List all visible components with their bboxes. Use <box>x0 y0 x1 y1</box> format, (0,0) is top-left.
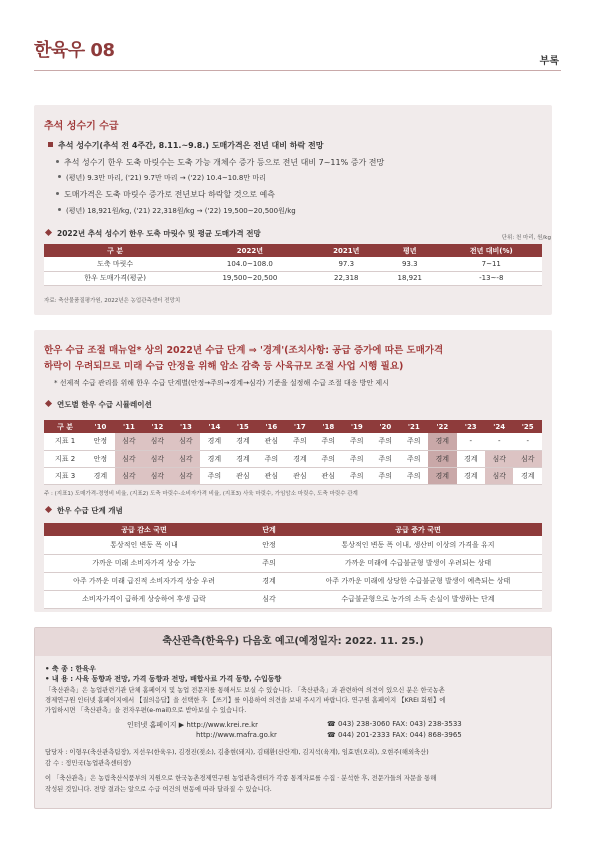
header-divider <box>34 70 561 71</box>
table-unit: 단위: 천 마리, 원/kg <box>501 235 551 241</box>
table-cell: 가까운 미래 소비자가격 상승 가능 <box>44 554 244 572</box>
table-cell: 경계 <box>200 450 228 467</box>
table-header: 2021년 <box>314 244 379 257</box>
table-cell: -13~-8 <box>441 271 542 285</box>
table-cell: 경계 <box>457 450 485 467</box>
notice-title: 축산관측(한육우) 다음호 예고(예정일자: 2022. 11. 25.) <box>162 636 424 647</box>
table-header: 평년 <box>379 244 441 257</box>
table-cell: 소비자가격이 급하게 상승하여 후생 급락 <box>44 590 244 608</box>
diamond-bullet-icon <box>45 400 52 407</box>
table-cell: 주의 <box>257 450 285 467</box>
sim-note: 주 : (지표1) 도매가격-경영비 비율, (지표2) 도축 마릿수-소비자가격 비율, (지표3) 사육 마릿수, 가임암소 마릿수, 도축 마릿수 관계 <box>44 491 358 497</box>
table-row <box>44 536 542 554</box>
table-cell: 주의 <box>314 433 342 450</box>
contact-phone-1: ☎ 043) 238-3060 FAX: 043) 238-3533 <box>327 720 462 728</box>
table-header: '13 <box>172 420 200 433</box>
table-cell: 심각 <box>244 590 294 608</box>
table-cell: 주의 <box>244 554 294 572</box>
table-row <box>44 257 542 271</box>
table-header: '18 <box>314 420 342 433</box>
chuseok-sub1-note: (평년) 9.3만 마리, ('21) 9.7만 마리 → ('22) 10.4~10.8만 마리 <box>58 173 266 183</box>
table-cell: 주의 <box>343 450 371 467</box>
table-header: '11 <box>115 420 143 433</box>
table-cell: 주의 <box>286 433 314 450</box>
table-header: '16 <box>257 420 285 433</box>
table-cell: 심각 <box>172 450 200 467</box>
dot-bullet-icon <box>58 208 61 211</box>
table-header-row <box>44 420 542 433</box>
table-cell: 심각 <box>115 433 143 450</box>
table-header: '25 <box>513 420 542 433</box>
table-header: '15 <box>229 420 257 433</box>
table-cell: 경계 <box>86 467 114 484</box>
table-header: '19 <box>343 420 371 433</box>
table-cell: 97.3 <box>314 257 379 271</box>
table-cell: 심각 <box>115 450 143 467</box>
supervisor: 감 수 : 정민국(농업관측센터장) <box>45 760 132 767</box>
table-cell: 지표 3 <box>44 467 86 484</box>
notice-paragraph-3: 가입하시면 「축산관측」을 전자우편(e-mail)으로 받아보실 수 있습니다. <box>45 707 247 714</box>
table-cell: 도축 마릿수 <box>44 257 186 271</box>
table-cell: 경계 <box>200 433 228 450</box>
table-header: '22 <box>428 420 456 433</box>
diamond-bullet-icon <box>45 229 52 236</box>
table-header: 공급 감소 국면 <box>44 523 244 536</box>
chuseok-headline: 추석 성수기(추석 전 4주간, 8.11.~9.8.) 도매가격은 전년 대비 하락 전망 <box>48 140 323 151</box>
table-cell: 심각 <box>143 467 171 484</box>
table-cell: 주의 <box>314 450 342 467</box>
table-cell: 주의 <box>400 450 428 467</box>
table-cell: - <box>513 433 542 450</box>
table-cell: 지표 1 <box>44 433 86 450</box>
dot-bullet-icon <box>58 175 61 178</box>
contact-phone-2: ☎ 044) 201-2333 FAX: 044) 868-3965 <box>327 731 462 739</box>
website-link-2[interactable]: http://www.mafra.go.kr <box>196 731 277 739</box>
table-cell: 주의 <box>371 433 399 450</box>
stage-title: 한우 수급 단계 개념 <box>46 505 123 516</box>
table-cell: - <box>457 433 485 450</box>
table-header: 2022년 <box>186 244 313 257</box>
chuseok-sub2: 도매가격은 도축 마릿수 증가로 전년보다 하락할 것으로 예측 <box>56 189 275 200</box>
table-cell: 경계 <box>428 433 456 450</box>
chuseok-forecast-table <box>44 244 542 286</box>
table-cell: 경계 <box>428 467 456 484</box>
table-cell: 한우 도매가격(평균) <box>44 271 186 285</box>
table-row <box>44 271 542 285</box>
table-cell: 7~11 <box>441 257 542 271</box>
table-cell: 심각 <box>172 433 200 450</box>
table-header: 구 분 <box>44 420 86 433</box>
notice-paragraph-2: 경제연구원 인터넷 홈페이지에서 【질의응답】을 선택한 후 【쓰기】를 이용하여 의견을 보내 주시기 바랍니다. 연구원 홈페이지 【KREI 회원】에 <box>45 697 446 704</box>
section-title: 한육우 08 <box>34 40 115 61</box>
table-row <box>44 554 542 572</box>
table-cell: 수급불균형으로 농가의 소득 손실이 발생하는 단계 <box>294 590 542 608</box>
table-cell: 심각 <box>172 467 200 484</box>
table-cell: 안정 <box>86 450 114 467</box>
notice-item-content: • 내 용 : 사육 동향과 전망, 가격 동향과 전망, 배합사료 가격 동향, 수입동향 <box>45 675 282 683</box>
table-cell: 심각 <box>143 433 171 450</box>
manual-title-line2: 하락이 우려되므로 미래 수급 안정을 위해 암소 감축 등 사육규모 조절 사업 시행 필요) <box>44 361 404 372</box>
table-header: '21 <box>400 420 428 433</box>
table-header: '23 <box>457 420 485 433</box>
table-cell: 경계 <box>513 467 542 484</box>
chuseok-sub1: 추석 성수기 한우 도축 마릿수는 도축 가능 개체수 증가 등으로 전년 대비 7~11% 증가 전망 <box>56 157 384 168</box>
table-cell: 주의 <box>371 450 399 467</box>
table-cell: 심각 <box>485 450 513 467</box>
table-cell: 관심 <box>314 467 342 484</box>
disclaimer-1: 이 「축산관측」은 농림축산식품부의 지원으로 한국농촌경제연구원 농업관측센터가 각종 통계자료를 수집 · 분석한 후, 전문가들의 자문을 통해 <box>45 775 437 782</box>
notice-paragraph-1: 「축산관측」은 농업관련기관 단체 홈페이지 및 농업 전문지를 통해서도 보실 수 있습니다. 「축산관측」과 관련하여 의견이 있으신 분은 한국농촌 <box>45 687 445 694</box>
table-cell: 93.3 <box>379 257 441 271</box>
table-row <box>44 433 542 450</box>
notice-item-species: • 축 종 : 한육우 <box>45 665 96 673</box>
chuseok-table-title: 2022년 추석 성수기 한우 도축 마릿수 및 평균 도매가격 전망 <box>46 228 261 239</box>
square-bullet-icon <box>48 142 53 147</box>
table-row <box>44 467 542 484</box>
table-row <box>44 590 542 608</box>
table-header: '12 <box>143 420 171 433</box>
table-cell: 아주 가까운 미래에 상당한 수급불균형 발생이 예측되는 상태 <box>294 572 542 590</box>
table-header: '24 <box>485 420 513 433</box>
notice-panel <box>34 627 552 809</box>
table-cell: - <box>485 433 513 450</box>
table-cell: 22,318 <box>314 271 379 285</box>
table-cell: 경계 <box>229 433 257 450</box>
table-cell: 지표 2 <box>44 450 86 467</box>
sim-title: 연도별 한우 수급 시뮬레이션 <box>46 399 152 410</box>
simulation-table <box>44 420 542 485</box>
table-cell: 경계 <box>428 450 456 467</box>
table-row <box>44 572 542 590</box>
table-header: 단계 <box>244 523 294 536</box>
table-cell: 심각 <box>513 450 542 467</box>
website-link[interactable]: 인터넷 홈페이지 ▶ http://www.krei.re.kr <box>127 721 259 729</box>
table-cell: 주의 <box>343 467 371 484</box>
table-cell: 통상적인 변동 폭 이내, 생산비 이상의 가격을 유지 <box>294 536 542 554</box>
table-cell: 18,921 <box>379 271 441 285</box>
diamond-bullet-icon <box>45 506 52 513</box>
table-header: '10 <box>86 420 114 433</box>
table-cell: 주의 <box>371 467 399 484</box>
table-cell: 경계 <box>286 450 314 467</box>
table-header: '17 <box>286 420 314 433</box>
table-cell: 안정 <box>244 536 294 554</box>
dot-bullet-icon <box>56 160 59 163</box>
table-cell: 주의 <box>400 433 428 450</box>
table-cell: 아주 가까운 미래 급진적 소비자가격 상승 우려 <box>44 572 244 590</box>
table-cell: 경계 <box>244 572 294 590</box>
table-header: 공급 증가 국면 <box>294 523 542 536</box>
chuseok-title: 추석 성수기 수급 <box>44 121 119 132</box>
table-cell: 가까운 미래에 수급불균형 발생이 우려되는 상태 <box>294 554 542 572</box>
stage-table <box>44 523 542 609</box>
table-cell: 주의 <box>343 433 371 450</box>
table-header: '14 <box>200 420 228 433</box>
table-cell: 104.0~108.0 <box>186 257 313 271</box>
table-cell: 주의 <box>200 467 228 484</box>
manual-note: * 선제적 수급 관리를 위해 한우 수급 단계별(안정→주의→경계→심각) 기준을 설정해 수급 조절 대응 방안 제시 <box>54 379 389 387</box>
table-cell: 심각 <box>143 450 171 467</box>
table-source: 자료: 축산물품질평가원, 2022년은 농업관측센터 전망치 <box>44 298 181 304</box>
dot-bullet-icon <box>56 192 59 195</box>
table-header: 전년 대비(%) <box>441 244 542 257</box>
manual-title-line1: 한우 수급 조절 매뉴얼* 상의 2022년 수급 단계 ⇒ '경계'(조치사항: 공급 증가에 따른 도매가격 <box>44 345 444 356</box>
table-cell: 19,500~20,500 <box>186 271 313 285</box>
table-cell: 통상적인 변동 폭 이내 <box>44 536 244 554</box>
table-cell: 경계 <box>229 450 257 467</box>
staff-list: 담당자 : 이형우(축산관측팀장), 지선우(한육우), 김경진(젖소), 김충현(돼지), 김태환(산란계), 김지석(육계), 임효빈(오리), 오현주(해외축산) <box>45 749 429 756</box>
table-row <box>44 450 542 467</box>
table-cell: 관심 <box>257 433 285 450</box>
table-cell: 관심 <box>286 467 314 484</box>
table-cell: 주의 <box>400 467 428 484</box>
table-cell: 심각 <box>485 467 513 484</box>
table-cell: 안정 <box>86 433 114 450</box>
chuseok-sub2-note: (평년) 18,921원/kg, ('21) 22,318원/kg → ('22) 19,500~20,500원/kg <box>58 206 296 216</box>
table-header: '20 <box>371 420 399 433</box>
table-cell: 관심 <box>257 467 285 484</box>
disclaimer-2: 작성된 것입니다. 전망 결과는 앞으로 수급 여건의 변동에 따라 달라질 수 있습니다. <box>45 786 272 793</box>
table-cell: 관심 <box>229 467 257 484</box>
table-cell: 심각 <box>115 467 143 484</box>
notice-header <box>35 628 551 656</box>
table-cell: 경계 <box>457 467 485 484</box>
table-header: 구 분 <box>44 244 186 257</box>
appendix-label: 부록 <box>539 56 559 67</box>
